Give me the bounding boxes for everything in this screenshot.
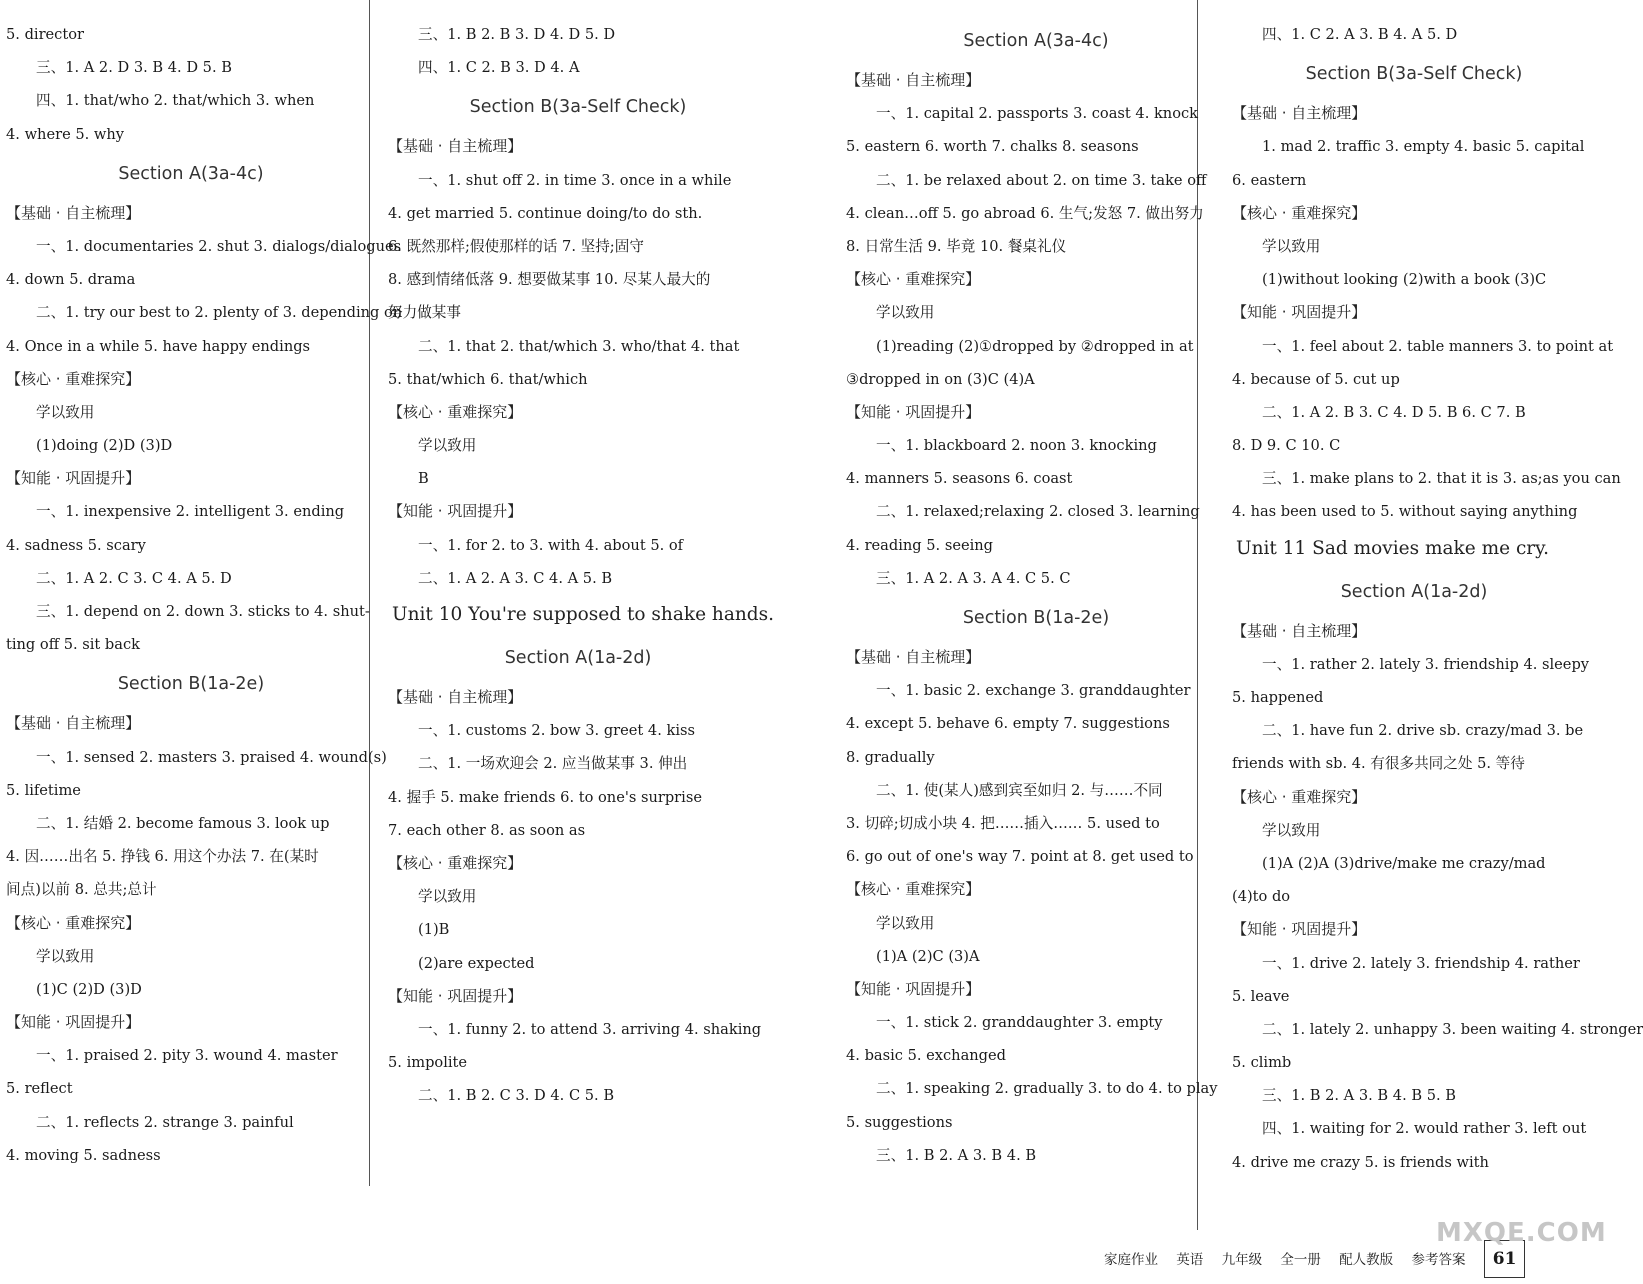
answer-line: 4. reading 5. seeing (846, 536, 993, 554)
category-header: 【知能 · 巩固提升】 (846, 979, 981, 998)
answer-line: 4. basic 5. exchanged (846, 1047, 1006, 1065)
answer-line: 6. go out of one's way 7. point at 8. get used to (846, 848, 1194, 866)
answer-line: 8. gradually (846, 748, 935, 766)
category-header: 【基础 · 自主梳理】 (1232, 621, 1367, 640)
category-header: 【基础 · 自主梳理】 (1232, 104, 1367, 123)
answer-column-1 (6, 18, 403, 1172)
answer-line: 三、1. B 2. A 3. B 4. B (876, 1146, 1037, 1164)
answer-line: 学以致用 (418, 437, 477, 455)
answer-line: 二、1. 使(某人)感到宾至如归 2. 与……不同 (876, 781, 1163, 799)
answer-line: 四、1. that/who 2. that/which 3. when (36, 92, 315, 110)
answer-line: (1)A (2)A (3)drive/make me crazy/mad (1262, 854, 1546, 872)
category-header: 【知能 · 巩固提升】 (388, 986, 523, 1005)
answer-line: 二、1. A 2. C 3. C 4. A 5. D (36, 569, 232, 587)
answer-column-2 (388, 18, 774, 1112)
answer-line: 5. leave (1232, 987, 1290, 1005)
answer-line: 四、1. C 2. B 3. D 4. A (418, 59, 580, 77)
answer-line: 4. 因……出名 5. 挣钱 6. 用这个办法 7. 在(某时 (6, 848, 319, 866)
category-header: 【核心 · 重难探究】 (1232, 203, 1367, 222)
category-header: 【核心 · 重难探究】 (388, 853, 523, 872)
footer-volume: 全一册 (1280, 1252, 1321, 1268)
category-header: 【核心 · 重难探究】 (388, 402, 523, 421)
section-heading: Section B(3a-Self Check) (469, 97, 687, 118)
answer-line: 4. because of 5. cut up (1232, 370, 1400, 388)
answer-line: 8. D 9. C 10. C (1232, 437, 1341, 455)
answer-line: (1)reading (2)①dropped by ②dropped in at (876, 337, 1194, 355)
category-header: 【基础 · 自主梳理】 (846, 71, 981, 89)
answer-line: 三、1. A 2. D 3. B 4. D 5. B (36, 59, 232, 77)
answer-line: 二、1. A 2. A 3. C 4. A 5. B (418, 569, 613, 587)
answer-line: 二、1. A 2. B 3. C 4. D 5. B 6. C 7. B (1262, 403, 1526, 421)
answer-line: 二、1. try our best to 2. plenty of 3. depending on (36, 304, 403, 322)
category-header: 【知能 · 巩固提升】 (1232, 920, 1367, 939)
answer-line: 4. Once in a while 5. have happy endings (6, 337, 311, 355)
answer-line: 3. 切碎;切成小块 4. 把……插入…… 5. used to (846, 814, 1160, 832)
answer-line: 一、1. feel about 2. table manners 3. to point at (1262, 337, 1614, 355)
answer-line: 一、1. praised 2. pity 3. wound 4. master (36, 1047, 338, 1065)
category-header: 【基础 · 自主梳理】 (6, 203, 141, 222)
answer-line: 学以致用 (36, 403, 95, 421)
answer-line: 4. clean…off 5. go abroad 6. 生气;发怒 7. 做出努力 (846, 204, 1204, 222)
answer-line: 1. mad 2. traffic 3. empty 4. basic 5. capital (1262, 138, 1585, 156)
answer-line: 二、1. lately 2. unhappy 3. been waiting 4. stronger (1262, 1020, 1643, 1038)
category-header: 【基础 · 自主梳理】 (388, 137, 523, 156)
category-header: 【核心 · 重难探究】 (6, 913, 141, 932)
answer-line: 二、1. reflects 2. strange 3. painful (36, 1113, 294, 1131)
answer-line: 一、1. drive 2. lately 3. friendship 4. rather (1262, 954, 1580, 972)
unit-title: Unit 10 You're supposed to shake hands. (392, 604, 774, 625)
answer-line: 6. 既然那样;假使那样的话 7. 坚持;固守 (388, 237, 644, 255)
answer-line: 努力做某事 (388, 304, 461, 322)
answer-line: (1)without looking (2)with a book (3)C (1262, 271, 1547, 289)
answer-line: 一、1. rather 2. lately 3. friendship 4. sleepy (1262, 655, 1590, 673)
answer-line: 一、1. shut off 2. in time 3. once in a while (418, 171, 732, 189)
answer-line: (1)A (2)C (3)A (876, 947, 980, 965)
category-header: 【知能 · 巩固提升】 (1232, 303, 1367, 322)
answer-line: friends with sb. 4. 有很多共同之处 5. 等待 (1232, 755, 1525, 773)
answer-line: 二、1. relaxed;relaxing 2. closed 3. learning (876, 503, 1200, 521)
answer-line: 5. reflect (6, 1080, 73, 1098)
answer-line: 5. director (6, 26, 84, 43)
answer-line: (1)B (418, 921, 450, 939)
answer-line: 一、1. sensed 2. masters 3. praised 4. wound(s) (36, 748, 387, 766)
category-header: 【知能 · 巩固提升】 (846, 402, 981, 421)
answer-line: 学以致用 (1262, 237, 1321, 255)
answer-line: 三、1. B 2. A 3. B 4. B 5. B (1262, 1087, 1456, 1105)
answer-line: 三、1. depend on 2. down 3. sticks to 4. shut- (36, 603, 370, 620)
answer-line: 5. happened (1232, 689, 1324, 706)
answer-line: 一、1. customs 2. bow 3. greet 4. kiss (418, 722, 695, 740)
category-header: 【知能 · 巩固提升】 (388, 502, 523, 521)
section-heading: Section B(1a-2e) (962, 608, 1110, 628)
answer-line: ③dropped in on (3)C (4)A (846, 370, 1035, 388)
answer-line: 4. down 5. drama (6, 271, 136, 289)
answer-line: 4. drive me crazy 5. is friends with (1232, 1153, 1489, 1171)
answer-line: 一、1. basic 2. exchange 3. granddaughter (876, 682, 1191, 700)
answer-line: 一、1. documentaries 2. shut 3. dialogs/dialogues (36, 237, 402, 255)
section-heading: Section A(1a-2d) (504, 648, 652, 668)
answer-line: 一、1. inexpensive 2. intelligent 3. ending (36, 503, 345, 521)
answer-line: (1)doing (2)D (3)D (36, 437, 173, 455)
category-header: 【基础 · 自主梳理】 (388, 688, 523, 706)
answer-line: 5. eastern 6. worth 7. chalks 8. seasons (846, 138, 1139, 156)
answer-line: 一、1. blackboard 2. noon 3. knocking (876, 437, 1157, 455)
footer-book: 家庭作业 (1104, 1252, 1158, 1268)
category-header: 【核心 · 重难探究】 (846, 270, 981, 289)
section-heading: Section A(3a-4c) (963, 31, 1109, 51)
answer-line: 4. get married 5. continue doing/to do sth. (388, 204, 703, 222)
answer-line: 5. impolite (388, 1054, 468, 1072)
answer-line: 二、1. be relaxed about 2. on time 3. take off (876, 171, 1207, 189)
category-header: 【核心 · 重难探究】 (1232, 787, 1367, 806)
answer-line: 学以致用 (36, 947, 95, 965)
answer-line: 4. sadness 5. scary (6, 536, 146, 554)
answer-line: 4. where 5. why (6, 125, 125, 143)
answer-line: 一、1. funny 2. to attend 3. arriving 4. shaking (418, 1020, 762, 1038)
answer-line: 四、1. waiting for 2. would rather 3. left out (1262, 1120, 1587, 1138)
answer-line: 学以致用 (876, 914, 935, 932)
section-heading: Section B(3a-Self Check) (1305, 64, 1523, 85)
answer-line: (1)C (2)D (3)D (36, 980, 142, 998)
watermark: MXQE.COM (1436, 1218, 1607, 1248)
answer-line: 8. 感到情绪低落 9. 想要做某事 10. 尽某人最大的 (388, 271, 711, 289)
answer-line: 二、1. have fun 2. drive sb. crazy/mad 3. be (1262, 722, 1584, 740)
answer-line: 5. suggestions (846, 1113, 953, 1131)
answer-line: 间点)以前 8. 总共;总计 (6, 881, 157, 899)
footer-label: 参考答案 (1411, 1252, 1466, 1268)
footer-grade: 九年级 (1221, 1252, 1263, 1268)
answer-line: 学以致用 (418, 888, 477, 906)
page-number: 61 (1484, 1240, 1526, 1278)
section-heading: Section A(1a-2d) (1340, 581, 1488, 602)
category-header: 【知能 · 巩固提升】 (6, 1013, 141, 1032)
category-header: 【核心 · 重难探究】 (846, 880, 981, 899)
answer-column-4 (1232, 18, 1643, 1179)
answer-line: 4. except 5. behave 6. empty 7. suggestions (846, 715, 1170, 733)
answer-line: 三、1. make plans to 2. that it is 3. as;as you can (1262, 470, 1621, 488)
answer-line: 二、1. 结婚 2. become famous 3. look up (36, 814, 330, 832)
answer-line: 二、1. 一场欢迎会 2. 应当做某事 3. 伸出 (418, 755, 688, 773)
footer-edition: 配人教版 (1339, 1252, 1394, 1268)
answer-line: 4. 握手 5. make friends 6. to one's surprise (388, 788, 702, 806)
answer-line: ting off 5. sit back (6, 636, 140, 654)
answer-line: 4. has been used to 5. without saying anything (1232, 503, 1578, 521)
footer-subject: 英语 (1176, 1252, 1204, 1268)
answer-line: 5. that/which 6. that/which (388, 370, 588, 388)
answer-line: 一、1. stick 2. granddaughter 3. empty (876, 1014, 1163, 1032)
category-header: 【核心 · 重难探究】 (6, 369, 141, 388)
answer-line: 4. moving 5. sadness (6, 1146, 161, 1164)
category-header: 【基础 · 自主梳理】 (6, 714, 141, 733)
answer-line: 二、1. speaking 2. gradually 3. to do 4. to play (876, 1080, 1218, 1098)
answer-line: 三、1. B 2. B 3. D 4. D 5. D (418, 26, 616, 43)
answer-line: (4)to do (1232, 888, 1291, 906)
answer-line: 4. manners 5. seasons 6. coast (846, 470, 1073, 488)
answer-line: 四、1. C 2. A 3. B 4. A 5. D (1262, 26, 1458, 43)
answer-line: (2)are expected (418, 954, 535, 972)
category-header: 【知能 · 巩固提升】 (6, 469, 141, 488)
answer-line: 7. each other 8. as soon as (388, 821, 586, 839)
answer-line: 学以致用 (1262, 821, 1321, 839)
section-heading: Section A(3a-4c) (118, 163, 264, 184)
answer-line: 8. 日常生活 9. 毕竟 10. 餐桌礼仪 (846, 237, 1067, 255)
answer-line: 5. lifetime (6, 781, 81, 799)
answer-line: 学以致用 (876, 304, 935, 322)
category-header: 【基础 · 自主梳理】 (846, 648, 981, 666)
answer-line: 5. climb (1232, 1054, 1292, 1072)
unit-title: Unit 11 Sad movies make me cry. (1236, 537, 1550, 559)
answer-line: 6. eastern (1232, 171, 1307, 189)
answer-column-3 (846, 18, 1226, 1172)
answer-line: 一、1. for 2. to 3. with 4. about 5. of (418, 536, 684, 554)
answer-line: 三、1. A 2. A 3. A 4. C 5. C (876, 569, 1071, 587)
answer-line: 二、1. that 2. that/which 3. who/that 4. that (418, 337, 740, 355)
answer-line: 一、1. capital 2. passports 3. coast 4. knock (876, 105, 1199, 123)
answer-line: 二、1. B 2. C 3. D 4. C 5. B (418, 1087, 615, 1105)
section-heading: Section B(1a-2e) (117, 674, 265, 695)
answer-line: B (418, 470, 429, 488)
